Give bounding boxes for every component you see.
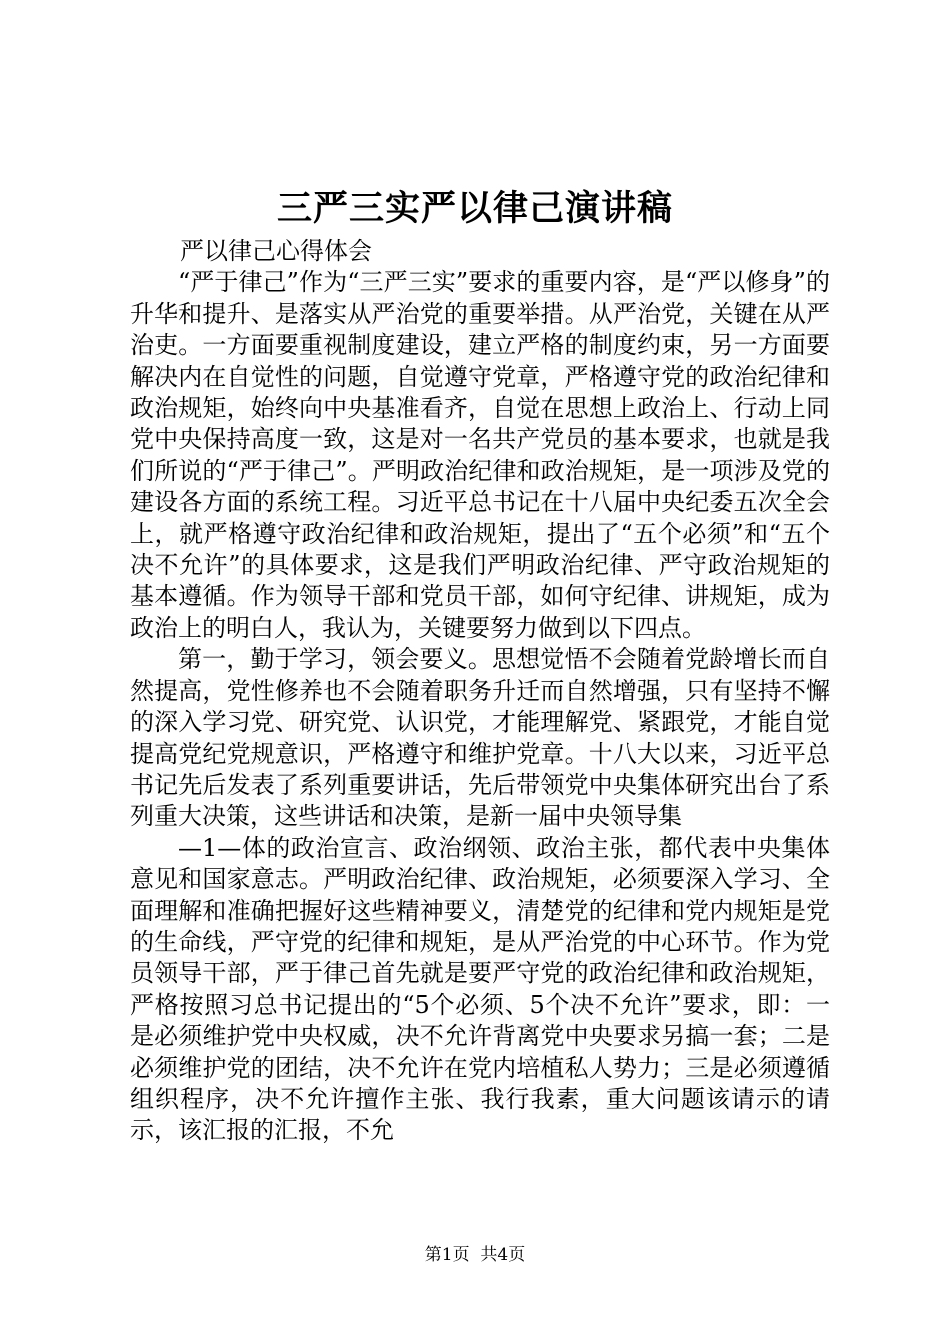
paragraph-subtitle: 严以律己心得体会 [180, 237, 372, 265]
footer-separator [470, 1245, 481, 1265]
paragraph-continuation: —1—体的政治宣言、政治纲领、政治主张，都代表中央集体意见和国家意志。严明政治纪律、政治规矩，必须要深入学习、全面理解和准确把握好这些精神要义，清楚党的纪律和党内规矩是党的生命线，严守党的纪律和规矩，是从严治党的中心环节。作为党员领导干部，严于律己首先就是要严守党的政治纪律和政治规矩，严格按照习总书记提出的“5个必须、5个决不允许”要求，即：一是必须维护党中央权威，决不允许背离党中央要求另搞一套；二是必须维护党的团结，决不允许在党内培植私人势力；三是必须遵循组织程序，决不允许擅作主张、我行我素，重大问题该请示的请示，该汇报的汇报，不允 [130, 833, 830, 1145]
page-number: 第1页 [424, 1245, 470, 1265]
paragraph-intro: “严于律己”作为“三严三实”要求的重要内容，是“严以修身”的升华和提升、是落实从严治党的重要举措。从严治党，关键在从严治吏。一方面要重视制度建设，建立严格的制度约束，另一方面要解决内在自觉性的问题，自觉遵守党章，严格遵守党的政治纪律和政治规矩，始终向中央基准看齐，自觉在思想上政治上、行动上同党中央保持高度一致，这是对一名共产党员的基本要求，也就是我们所说的“严于律己”。严明政治纪律和政治规矩，是一项涉及党的建设各方面的系统工程。习近平总书记在十八届中央纪委五次全会上，就严格遵守政治纪律和政治规矩，提出了“五个必须”和“五个决不允许”的具体要求，这是我们严明政治纪律、严守政治规矩的基本遵循。作为领导干部和党员干部，如何守纪律、讲规矩，成为政治上的明白人，我认为，关键要努力做到以下四点。 [130, 268, 830, 642]
document-title: 三严三实严以律己演讲稿 [276, 188, 673, 229]
document-body [130, 236, 830, 1147]
paragraph-point-one: 第一，勤于学习，领会要义。思想觉悟不会随着党龄增长而自然提高，党性修养也不会随着职务升迁而自然增强，只有坚持不懈的深入学习党、研究党、认识党，才能理解党、紧跟党，才能自觉提高党纪党规意识，严格遵守和维护党章。十八大以来，习近平总书记先后发表了系列重要讲话，先后带领党中央集体研究出台了系列重大决策，这些讲话和决策，是新一届中央领导集 [130, 645, 830, 831]
page-footer [0, 1243, 950, 1267]
page-total: 共4页 [480, 1245, 526, 1265]
